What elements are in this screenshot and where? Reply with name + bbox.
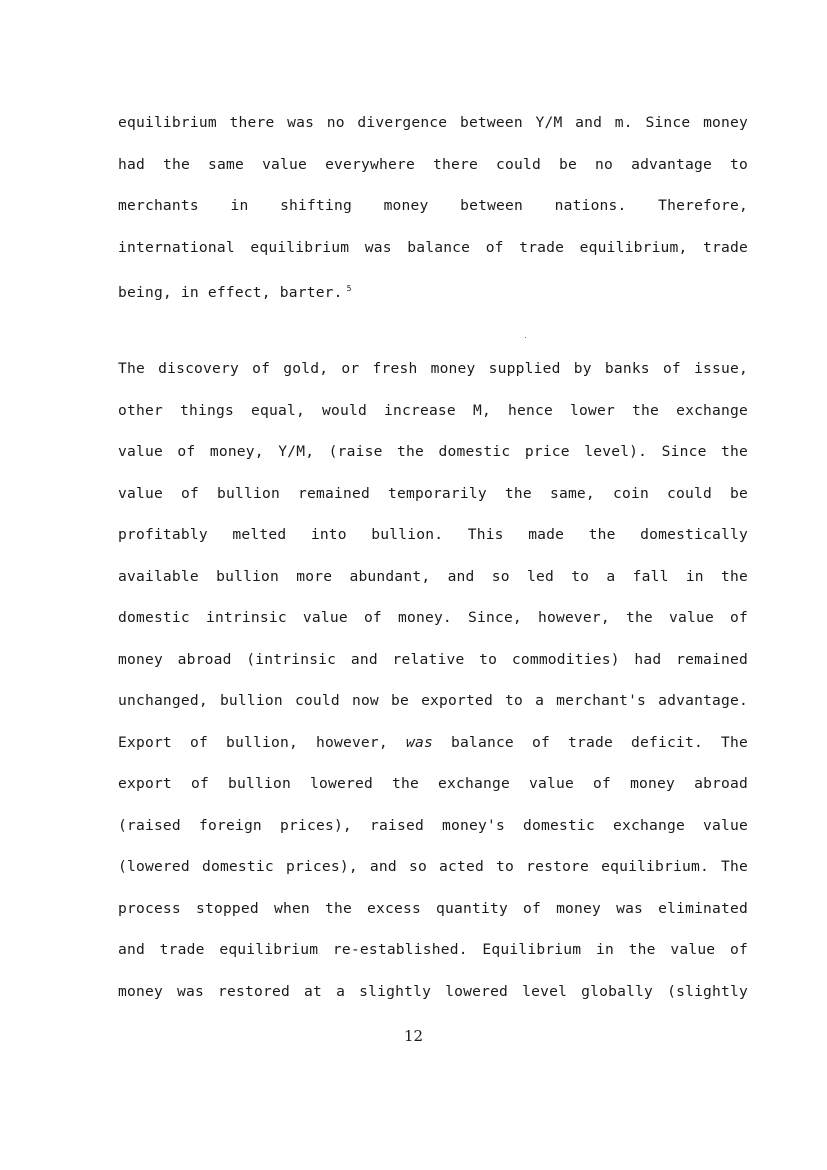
text-before-emphasis: Export of bullion, however,: [118, 733, 388, 751]
emphasized-word: was: [405, 733, 433, 751]
text-line-content: being, in effect, barter.: [118, 284, 343, 301]
footnote-marker[interactable]: 5: [346, 284, 352, 293]
scan-speck: [525, 337, 526, 338]
text-line: process stopped when the excess quantity of money was eliminated: [118, 899, 748, 917]
text-line-with-footnote: [118, 279, 748, 321]
text-line: and trade equilibrium re-established. Equilibrium in the value of: [118, 941, 748, 958]
text-line: The discovery of gold, or fresh money supplied by banks of issue,: [118, 360, 748, 377]
text-line-with-emphasis: [118, 733, 748, 775]
text-line: had the same value everywhere there could be no advantage to: [118, 155, 748, 173]
text-line: other things equal, would increase M, hence lower the exchange: [118, 401, 748, 419]
text-line: unchanged, bullion could now be exported to a merchant's advantage.: [118, 692, 748, 709]
page-number: 12: [403, 1027, 424, 1045]
text-line: (raised foreign prices), raised money's domestic exchange value: [118, 816, 748, 834]
text-line: (lowered domestic prices), and so acted to restore equilibrium. The: [118, 858, 748, 875]
text-line: international equilibrium was balance of trade equilibrium, trade: [118, 238, 748, 256]
text-line: merchants in shifting money between nations. Therefore,: [118, 197, 748, 214]
text-line: available bullion more abundant, and so led to a fall in the: [118, 567, 748, 585]
text-line: money was restored at a slightly lowered level globally (slightly: [118, 982, 748, 1000]
text-after-emphasis: balance of trade deficit. The: [451, 733, 748, 751]
paragraph-2: [118, 359, 748, 1023]
text-line: export of bullion lowered the exchange value of money abroad: [118, 775, 748, 792]
text-line: equilibrium there was no divergence between Y/M and m. Since money: [118, 114, 748, 131]
paragraph-1: [118, 113, 748, 321]
text-line: value of money, Y/M, (raise the domestic price level). Since the: [118, 443, 748, 460]
text-line: profitably melted into bullion. This made the domestically: [118, 526, 748, 543]
text-line: domestic intrinsic value of money. Since, however, the value of: [118, 609, 748, 626]
text-line: money abroad (intrinsic and relative to commodities) had remained: [118, 650, 748, 668]
text-line: value of bullion remained temporarily the same, coin could be: [118, 484, 748, 502]
